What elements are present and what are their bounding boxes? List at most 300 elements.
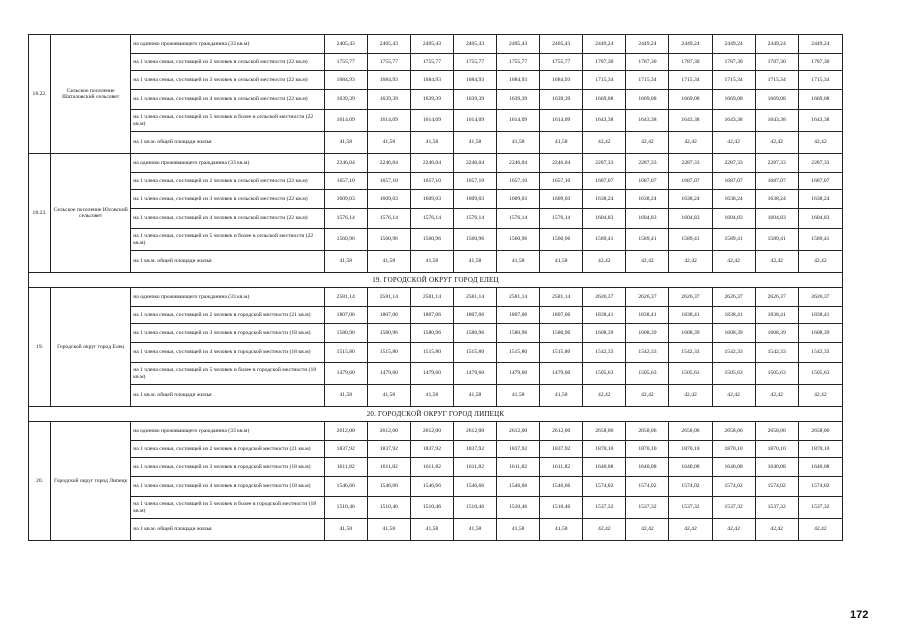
value-cell: 1643,38 — [755, 110, 798, 132]
value-cell: 1510,46 — [453, 497, 496, 519]
value-cell: 1608,39 — [712, 324, 755, 343]
value-cell: 1715,34 — [712, 71, 755, 90]
value-cell: 1657,10 — [540, 173, 583, 190]
value-cell: 2612,00 — [453, 422, 496, 441]
row-description: на 1 члена семьи, состоящей из 2 человек в городской местности (21 кв.м) — [131, 441, 324, 458]
value-cell: 1657,10 — [367, 173, 410, 190]
value-cell: 2612,00 — [367, 422, 410, 441]
row-description: на одиноко проживающего гражданина (33 кв.м) — [131, 422, 324, 441]
value-cell: 1608,39 — [626, 324, 669, 343]
table-row — [29, 422, 843, 441]
row-description: на 1 члена семьи, состоящей из 3 человек в городской местности (18 кв.м) — [131, 324, 324, 343]
value-cell: 1546,66 — [540, 477, 583, 497]
value-cell: 1614,09 — [367, 110, 410, 132]
value-cell: 1639,39 — [540, 90, 583, 110]
value-cell: 1604,83 — [755, 209, 798, 229]
value-cell: 2581,14 — [324, 288, 367, 307]
value-cell: 42,42 — [712, 251, 755, 273]
value-cell: 1515,80 — [324, 343, 367, 363]
value-cell: 1608,39 — [669, 324, 712, 343]
row-description: на 1 члена семьи, состоящей из 3 человек в сельской местности (22 кв.м) — [131, 71, 324, 90]
value-cell: 1684,93 — [540, 71, 583, 90]
value-cell: 1479,60 — [540, 363, 583, 385]
value-cell: 41,58 — [324, 251, 367, 273]
value-cell: 1546,66 — [367, 477, 410, 497]
value-cell: 41,58 — [497, 519, 540, 541]
value-cell: 41,58 — [540, 251, 583, 273]
value-cell: 1669,08 — [798, 90, 842, 110]
value-cell: 41,58 — [324, 519, 367, 541]
value-cell: 1787,30 — [583, 54, 626, 71]
value-cell: 1542,33 — [798, 343, 842, 363]
municipality-name: Сельское поселение Шаталовский сельсовет — [51, 35, 131, 154]
value-cell: 41,58 — [410, 519, 453, 541]
value-cell: 1787,30 — [669, 54, 712, 71]
value-cell: 1542,33 — [626, 343, 669, 363]
value-cell: 1510,46 — [324, 497, 367, 519]
value-cell: 1639,39 — [453, 90, 496, 110]
value-cell: 1838,41 — [626, 307, 669, 324]
value-cell: 41,58 — [410, 251, 453, 273]
value-cell: 1687,07 — [626, 173, 669, 190]
value-cell: 1546,66 — [410, 477, 453, 497]
municipality-name: Городской округ город Липецк — [51, 422, 131, 541]
value-cell: 1574,02 — [669, 477, 712, 497]
value-cell: 1669,08 — [583, 90, 626, 110]
value-cell: 41,58 — [540, 385, 583, 407]
municipality-code: 19. — [29, 288, 51, 407]
value-cell: 2626,37 — [583, 288, 626, 307]
value-cell: 1755,77 — [324, 54, 367, 71]
value-cell: 42,42 — [583, 519, 626, 541]
value-cell: 1614,09 — [324, 110, 367, 132]
value-cell: 41,58 — [410, 132, 453, 154]
value-cell: 1609,03 — [453, 190, 496, 209]
value-cell: 1614,09 — [497, 110, 540, 132]
row-description: на 1 члена семьи, состоящей из 2 человек в сельской местности (22 кв.м) — [131, 54, 324, 71]
table-row — [29, 307, 843, 324]
value-cell: 42,42 — [712, 132, 755, 154]
value-cell: 1574,02 — [755, 477, 798, 497]
value-cell: 42,42 — [669, 132, 712, 154]
value-cell: 1838,41 — [755, 307, 798, 324]
value-cell: 1608,39 — [583, 324, 626, 343]
value-cell: 41,58 — [540, 132, 583, 154]
value-cell: 2612,00 — [540, 422, 583, 441]
value-cell: 1589,41 — [712, 229, 755, 251]
value-cell: 1546,66 — [453, 477, 496, 497]
value-cell: 1505,63 — [669, 363, 712, 385]
value-cell: 1546,66 — [497, 477, 540, 497]
value-cell: 1787,30 — [755, 54, 798, 71]
value-cell: 1639,39 — [367, 90, 410, 110]
value-cell: 1537,32 — [669, 497, 712, 519]
value-cell: 2658,06 — [712, 422, 755, 441]
value-cell: 1870,10 — [583, 441, 626, 458]
value-cell: 1687,07 — [755, 173, 798, 190]
table-row — [29, 110, 843, 132]
value-cell: 42,42 — [755, 132, 798, 154]
table-row — [29, 441, 843, 458]
value-cell: 1576,14 — [367, 209, 410, 229]
value-cell: 1715,34 — [583, 71, 626, 90]
value-cell: 2287,33 — [669, 154, 712, 173]
value-cell: 1807,06 — [497, 307, 540, 324]
value-cell: 1687,07 — [669, 173, 712, 190]
value-cell: 1611,82 — [497, 458, 540, 477]
value-cell: 1807,06 — [324, 307, 367, 324]
table-row — [29, 132, 843, 154]
value-cell: 1715,34 — [798, 71, 842, 90]
value-cell: 1838,41 — [798, 307, 842, 324]
value-cell: 1537,32 — [755, 497, 798, 519]
table-row — [29, 229, 843, 251]
value-cell: 1684,93 — [453, 71, 496, 90]
value-cell: 1638,24 — [798, 190, 842, 209]
value-cell: 1787,30 — [712, 54, 755, 71]
value-cell: 41,58 — [324, 385, 367, 407]
row-description: на 1 кв.м. общей площади жилья — [131, 132, 324, 154]
value-cell: 1643,38 — [712, 110, 755, 132]
value-cell: 41,58 — [540, 519, 583, 541]
municipality-name: Городской округ город Елец — [51, 288, 131, 407]
value-cell: 2287,33 — [626, 154, 669, 173]
value-cell: 1755,77 — [540, 54, 583, 71]
value-cell: 2626,37 — [755, 288, 798, 307]
value-cell: 41,58 — [410, 385, 453, 407]
value-cell: 1669,08 — [755, 90, 798, 110]
value-cell: 2246,04 — [367, 154, 410, 173]
value-cell: 1643,38 — [583, 110, 626, 132]
value-cell: 1657,10 — [497, 173, 540, 190]
value-cell: 1639,39 — [410, 90, 453, 110]
value-cell: 42,42 — [626, 251, 669, 273]
row-description: на 1 члена семьи, состоящей из 3 человек в городской местности (18 кв.м) — [131, 458, 324, 477]
value-cell: 1715,34 — [626, 71, 669, 90]
value-cell: 1604,83 — [712, 209, 755, 229]
value-cell: 41,58 — [453, 132, 496, 154]
row-description: на одиноко проживающего гражданина (33 кв.м) — [131, 35, 324, 54]
value-cell: 1609,03 — [540, 190, 583, 209]
value-cell: 1560,96 — [367, 229, 410, 251]
value-cell: 1515,80 — [540, 343, 583, 363]
value-cell: 1611,82 — [540, 458, 583, 477]
value-cell: 2246,04 — [453, 154, 496, 173]
value-cell: 1870,10 — [626, 441, 669, 458]
row-description: на 1 члена семьи, состоящей из 4 человек в городской местности (18 кв.м) — [131, 343, 324, 363]
value-cell: 1589,41 — [583, 229, 626, 251]
value-cell: 1505,63 — [583, 363, 626, 385]
value-cell: 42,42 — [583, 132, 626, 154]
value-cell: 1604,83 — [583, 209, 626, 229]
value-cell: 42,42 — [798, 385, 842, 407]
table-row — [29, 497, 843, 519]
value-cell: 1638,24 — [626, 190, 669, 209]
value-cell: 2287,33 — [583, 154, 626, 173]
value-cell: 1787,30 — [626, 54, 669, 71]
table-row — [29, 190, 843, 209]
value-cell: 2246,04 — [540, 154, 583, 173]
value-cell: 2405,43 — [367, 35, 410, 54]
value-cell: 1537,32 — [798, 497, 842, 519]
value-cell: 1542,33 — [755, 343, 798, 363]
row-description: на 1 члена семьи, состоящей из 5 человек и более в сельской местности (22 кв.м) — [131, 229, 324, 251]
value-cell: 42,42 — [583, 251, 626, 273]
value-cell: 1787,30 — [798, 54, 842, 71]
row-description: на одиноко проживающего гражданина (33 кв.м) — [131, 154, 324, 173]
value-cell: 41,58 — [497, 385, 540, 407]
value-cell: 1639,39 — [497, 90, 540, 110]
value-cell: 1560,96 — [540, 229, 583, 251]
value-cell: 42,42 — [798, 519, 842, 541]
value-cell: 1807,06 — [367, 307, 410, 324]
page-number: 172 — [850, 609, 869, 621]
value-cell: 42,42 — [755, 251, 798, 273]
value-cell: 1537,32 — [583, 497, 626, 519]
value-cell: 2449,24 — [755, 35, 798, 54]
value-cell: 1614,09 — [453, 110, 496, 132]
value-cell: 1643,38 — [798, 110, 842, 132]
table-row — [29, 154, 843, 173]
value-cell: 1576,14 — [453, 209, 496, 229]
value-cell: 1515,80 — [453, 343, 496, 363]
value-cell: 2405,43 — [324, 35, 367, 54]
table-body — [29, 35, 843, 541]
table-row — [29, 90, 843, 110]
value-cell: 1515,80 — [497, 343, 540, 363]
table-row — [29, 363, 843, 385]
table-row — [29, 324, 843, 343]
row-description: на 1 члена семьи, состоящей из 2 человек в городской местности (21 кв.м) — [131, 307, 324, 324]
value-cell: 1537,32 — [626, 497, 669, 519]
value-cell: 2405,43 — [410, 35, 453, 54]
row-description: на одиноко проживающего гражданина (33 кв.м) — [131, 288, 324, 307]
row-description: на 1 кв.м. общей площади жилья — [131, 519, 324, 541]
value-cell: 1479,60 — [367, 363, 410, 385]
value-cell: 1609,03 — [497, 190, 540, 209]
municipality-name: Сельское поселение Юсовский сельсовет — [51, 154, 131, 273]
value-cell: 41,58 — [497, 132, 540, 154]
value-cell: 2658,06 — [755, 422, 798, 441]
value-cell: 1837,92 — [324, 441, 367, 458]
table-row — [29, 209, 843, 229]
value-cell: 2246,04 — [410, 154, 453, 173]
value-cell: 1614,09 — [410, 110, 453, 132]
value-cell: 2581,14 — [497, 288, 540, 307]
value-cell: 42,42 — [669, 519, 712, 541]
table-row — [29, 288, 843, 307]
row-description: на 1 члена семьи, состоящей из 5 человек и более в городской местности (18 кв.м) — [131, 497, 324, 519]
value-cell: 1837,92 — [453, 441, 496, 458]
value-cell: 41,58 — [453, 519, 496, 541]
value-cell: 2581,14 — [367, 288, 410, 307]
row-description: на 1 кв.м. общей площади жилья — [131, 251, 324, 273]
value-cell: 42,42 — [755, 385, 798, 407]
value-cell: 1640,08 — [712, 458, 755, 477]
value-cell: 1807,06 — [540, 307, 583, 324]
section-header: 20. ГОРОДСКОЙ ОКРУГ ГОРОД ЛИПЕЦК — [29, 407, 843, 422]
value-cell: 1657,10 — [410, 173, 453, 190]
table-row — [29, 477, 843, 497]
value-cell: 1576,14 — [410, 209, 453, 229]
value-cell: 42,42 — [669, 251, 712, 273]
value-cell: 42,42 — [712, 519, 755, 541]
value-cell: 1684,93 — [497, 71, 540, 90]
value-cell: 41,58 — [367, 519, 410, 541]
value-cell: 1515,80 — [410, 343, 453, 363]
row-description: на 1 члена семьи, состоящей из 4 человек в городской местности (18 кв.м) — [131, 477, 324, 497]
table-row — [29, 519, 843, 541]
value-cell: 1510,46 — [410, 497, 453, 519]
value-cell: 2287,33 — [755, 154, 798, 173]
value-cell: 2449,24 — [712, 35, 755, 54]
value-cell: 1580,96 — [410, 324, 453, 343]
value-cell: 1638,24 — [755, 190, 798, 209]
value-cell: 1755,77 — [453, 54, 496, 71]
value-cell: 1574,02 — [712, 477, 755, 497]
value-cell: 1669,08 — [626, 90, 669, 110]
row-description: на 1 члена семьи, состоящей из 2 человек в сельской местности (22 кв.м) — [131, 173, 324, 190]
value-cell: 2626,37 — [798, 288, 842, 307]
value-cell: 1576,14 — [540, 209, 583, 229]
value-cell: 42,42 — [755, 519, 798, 541]
value-cell: 1589,41 — [755, 229, 798, 251]
table-row — [29, 54, 843, 71]
value-cell: 1640,08 — [583, 458, 626, 477]
value-cell: 2626,37 — [669, 288, 712, 307]
value-cell: 1580,96 — [453, 324, 496, 343]
value-cell: 1838,41 — [712, 307, 755, 324]
value-cell: 1870,10 — [798, 441, 842, 458]
value-cell: 42,42 — [626, 132, 669, 154]
value-cell: 2405,43 — [540, 35, 583, 54]
value-cell: 1807,06 — [410, 307, 453, 324]
value-cell: 1611,82 — [410, 458, 453, 477]
value-cell: 1684,93 — [367, 71, 410, 90]
value-cell: 2246,04 — [324, 154, 367, 173]
value-cell: 1755,77 — [410, 54, 453, 71]
value-cell: 42,42 — [626, 519, 669, 541]
value-cell: 1715,34 — [755, 71, 798, 90]
row-description: на 1 кв.м. общей площади жилья — [131, 385, 324, 407]
value-cell: 41,58 — [497, 251, 540, 273]
value-cell: 1510,46 — [367, 497, 410, 519]
value-cell: 1611,82 — [367, 458, 410, 477]
value-cell: 2658,06 — [626, 422, 669, 441]
value-cell: 1870,10 — [669, 441, 712, 458]
value-cell: 1643,38 — [669, 110, 712, 132]
tariff-table — [28, 34, 843, 541]
value-cell: 1560,96 — [410, 229, 453, 251]
value-cell: 1505,63 — [626, 363, 669, 385]
value-cell: 1505,63 — [798, 363, 842, 385]
value-cell: 1542,33 — [669, 343, 712, 363]
value-cell: 41,58 — [367, 251, 410, 273]
value-cell: 1687,07 — [583, 173, 626, 190]
value-cell: 1589,41 — [626, 229, 669, 251]
value-cell: 1640,08 — [626, 458, 669, 477]
value-cell: 1657,10 — [324, 173, 367, 190]
value-cell: 1669,08 — [669, 90, 712, 110]
value-cell: 1479,60 — [453, 363, 496, 385]
value-cell: 1870,10 — [755, 441, 798, 458]
value-cell: 1542,33 — [583, 343, 626, 363]
value-cell: 2581,14 — [410, 288, 453, 307]
value-cell: 1604,83 — [626, 209, 669, 229]
value-cell: 2449,24 — [626, 35, 669, 54]
value-cell: 1589,41 — [669, 229, 712, 251]
value-cell: 1687,07 — [798, 173, 842, 190]
value-cell: 41,58 — [367, 132, 410, 154]
table-row — [29, 385, 843, 407]
value-cell: 2405,43 — [453, 35, 496, 54]
value-cell: 1608,39 — [755, 324, 798, 343]
value-cell: 1608,39 — [798, 324, 842, 343]
table-row — [29, 173, 843, 190]
value-cell: 1537,32 — [712, 497, 755, 519]
value-cell: 1560,96 — [324, 229, 367, 251]
value-cell: 2581,14 — [453, 288, 496, 307]
value-cell: 2612,00 — [497, 422, 540, 441]
value-cell: 1669,08 — [712, 90, 755, 110]
value-cell: 1838,41 — [669, 307, 712, 324]
value-cell: 41,58 — [453, 251, 496, 273]
value-cell: 1611,82 — [453, 458, 496, 477]
value-cell: 1604,83 — [798, 209, 842, 229]
value-cell: 2626,37 — [712, 288, 755, 307]
value-cell: 1638,24 — [669, 190, 712, 209]
value-cell: 1560,96 — [453, 229, 496, 251]
row-description: на 1 члена семьи, состоящей из 5 человек и более в городской местности (18 кв.м) — [131, 363, 324, 385]
table-row — [29, 71, 843, 90]
tariff-table-sheet — [28, 34, 843, 541]
value-cell: 1505,63 — [755, 363, 798, 385]
value-cell: 1589,41 — [798, 229, 842, 251]
value-cell: 42,42 — [583, 385, 626, 407]
value-cell: 1546,66 — [324, 477, 367, 497]
value-cell: 2612,00 — [324, 422, 367, 441]
section-header: 19. ГОРОДСКОЙ ОКРУГ ГОРОД ЕЛЕЦ — [29, 273, 843, 288]
value-cell: 1638,24 — [712, 190, 755, 209]
value-cell: 1580,96 — [497, 324, 540, 343]
value-cell: 1604,83 — [669, 209, 712, 229]
value-cell: 1639,39 — [324, 90, 367, 110]
value-cell: 1643,38 — [626, 110, 669, 132]
value-cell: 1837,92 — [367, 441, 410, 458]
value-cell: 1755,77 — [367, 54, 410, 71]
value-cell: 1870,10 — [712, 441, 755, 458]
value-cell: 1640,08 — [669, 458, 712, 477]
municipality-code: 18.22. — [29, 35, 51, 154]
section-header-row — [29, 273, 843, 288]
value-cell: 1510,46 — [497, 497, 540, 519]
value-cell: 42,42 — [798, 251, 842, 273]
value-cell: 2581,14 — [540, 288, 583, 307]
value-cell: 1574,02 — [798, 477, 842, 497]
value-cell: 1479,60 — [497, 363, 540, 385]
table-row — [29, 251, 843, 273]
value-cell: 1609,03 — [324, 190, 367, 209]
value-cell: 1638,24 — [583, 190, 626, 209]
value-cell: 1715,34 — [669, 71, 712, 90]
section-header-row — [29, 407, 843, 422]
value-cell: 1560,96 — [497, 229, 540, 251]
value-cell: 41,58 — [453, 385, 496, 407]
value-cell: 42,42 — [626, 385, 669, 407]
value-cell: 1515,80 — [367, 343, 410, 363]
table-row — [29, 35, 843, 54]
value-cell: 1640,08 — [798, 458, 842, 477]
